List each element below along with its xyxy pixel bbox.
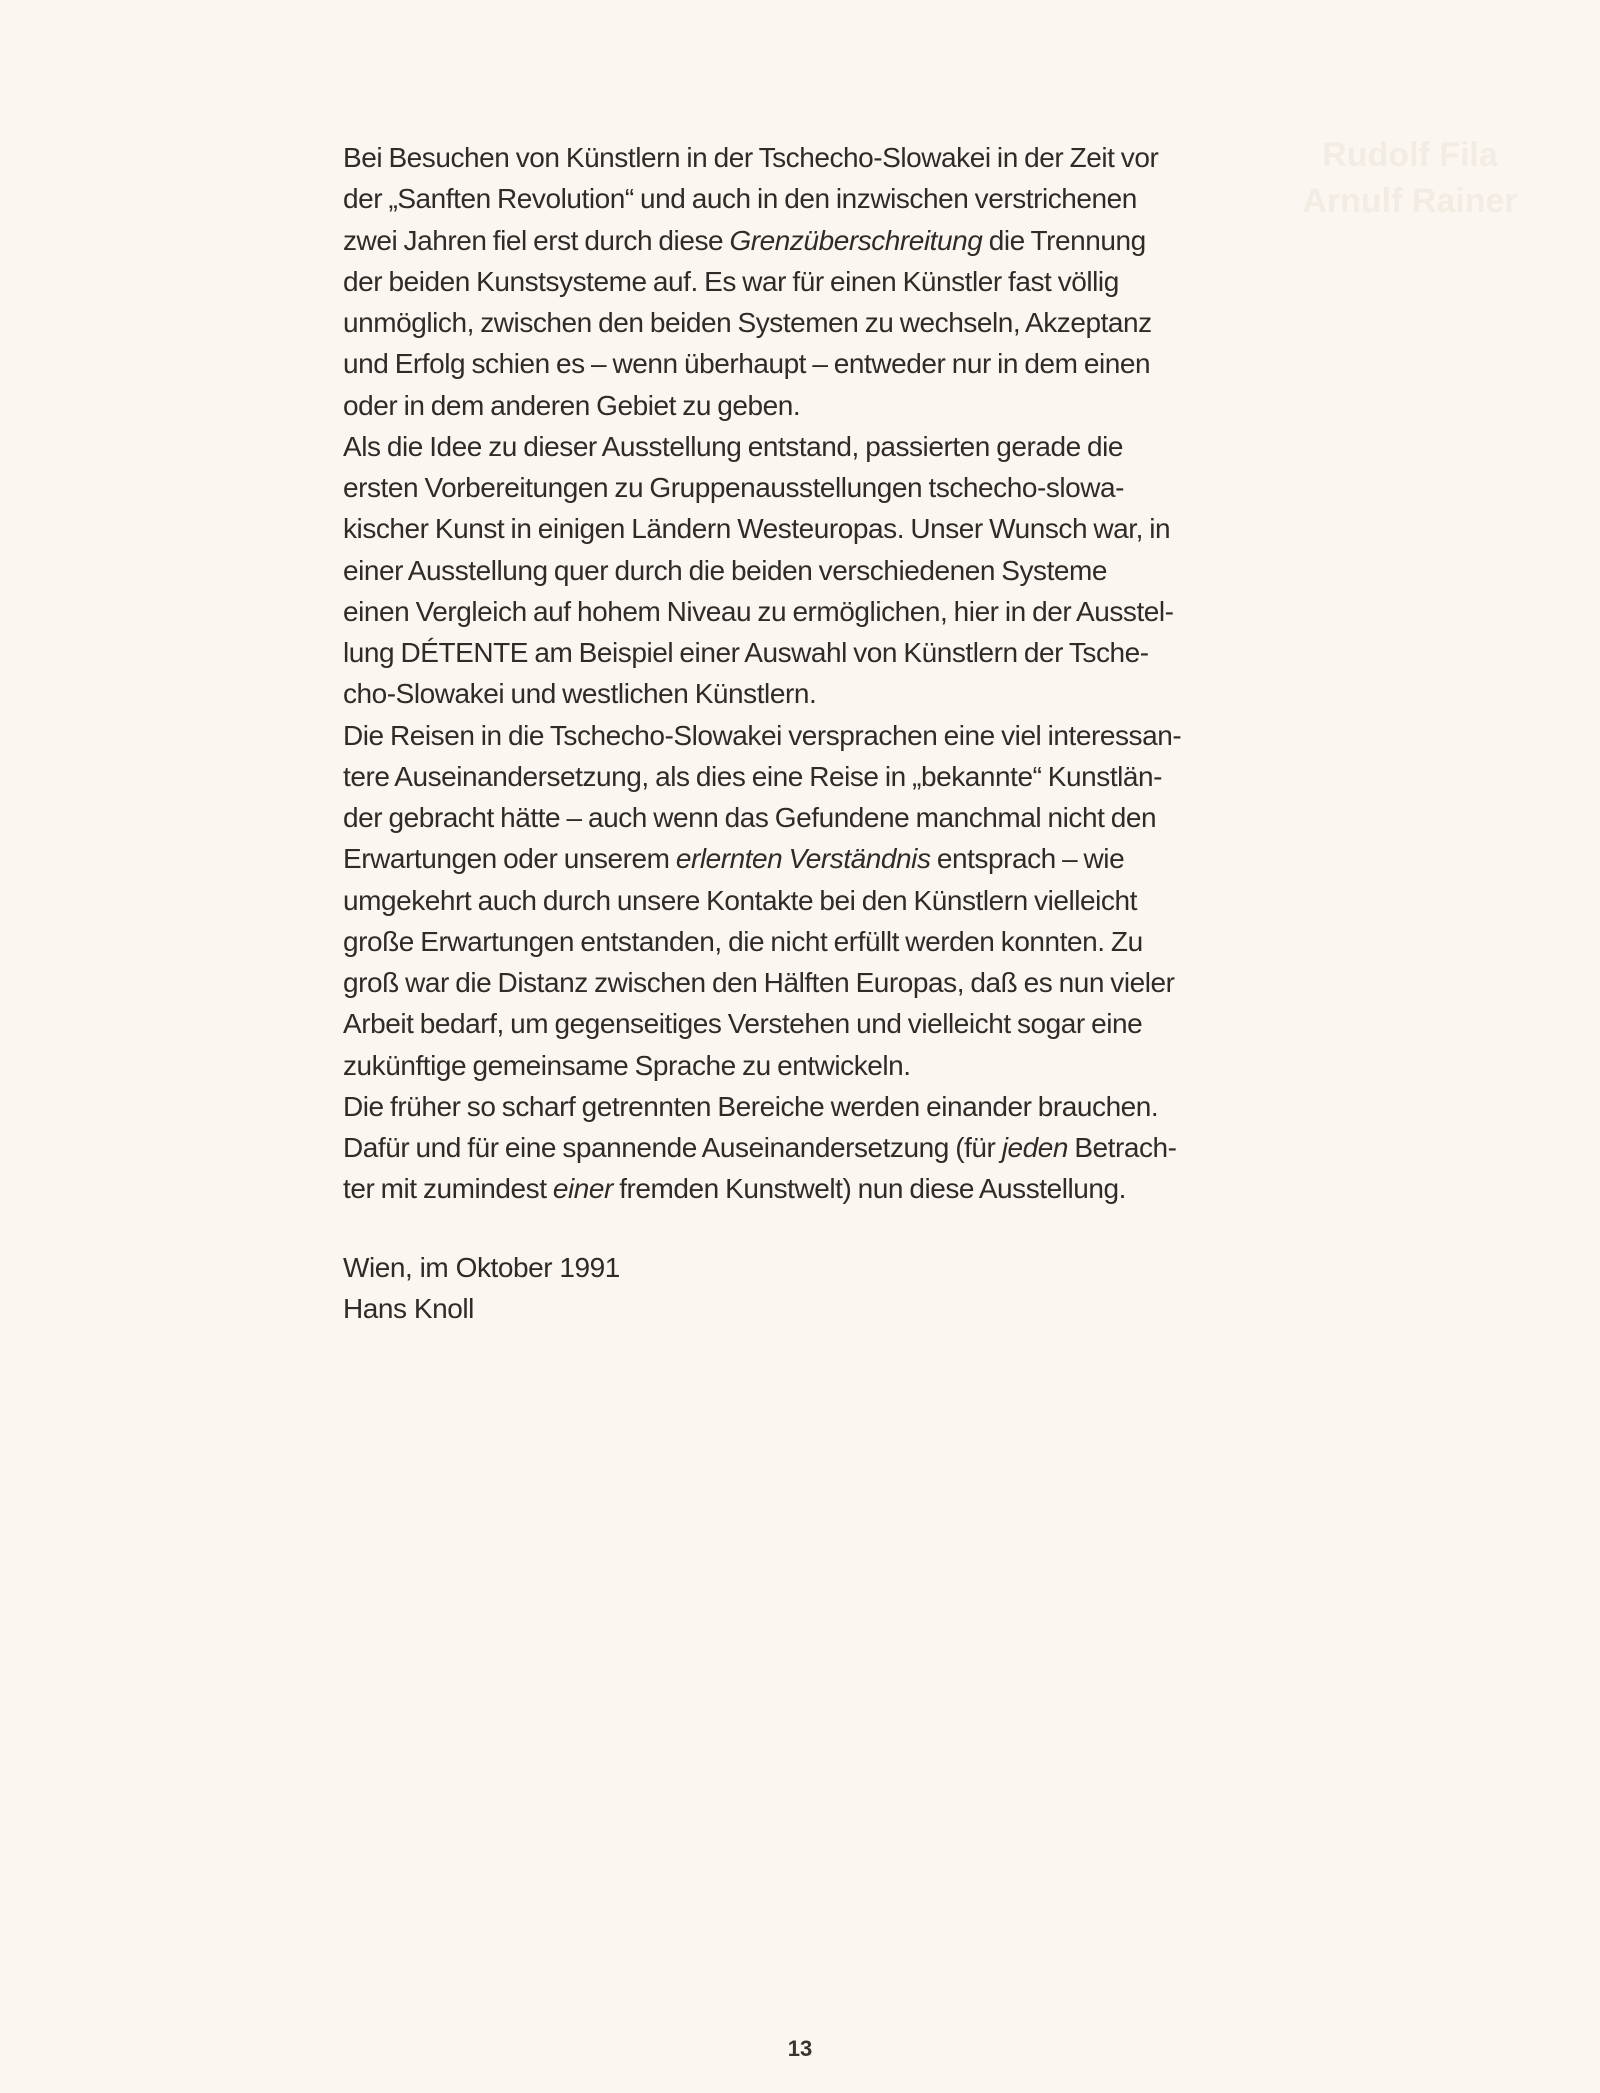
text-line <box>343 797 1343 838</box>
text-segment: ersten Vorbereitungen zu Gruppenausstellungen tschecho-slowa- <box>343 472 1125 503</box>
italic-text-segment: einer <box>552 1173 613 1205</box>
body-text <box>343 137 1343 1210</box>
italic-text-segment: Grenzüberschreitung <box>729 224 983 256</box>
italic-text-segment: jeden <box>1001 1132 1068 1163</box>
text-line <box>343 220 1343 261</box>
text-line <box>343 467 1343 508</box>
text-segment: fremden Kunstwelt) nun diese Ausstellung. <box>612 1173 1126 1205</box>
text-segment: der „Sanften Revolution“ und auch in den inzwischen verstrichenen <box>343 183 1137 215</box>
text-segment: tere Auseinandersetzung, als dies eine Reise in „bekannte“ Kunstlän- <box>343 760 1163 792</box>
place-date: Wien, im Oktober 1991 <box>343 1252 620 1283</box>
text-line <box>343 591 1343 632</box>
text-line <box>343 385 1343 426</box>
text-segment: einer Ausstellung quer durch die beiden verschiedenen Systeme <box>343 554 1108 586</box>
text-line <box>343 261 1343 302</box>
author-name: Hans Knoll <box>343 1293 474 1325</box>
text-segment: cho-Slowakei und westlichen Künstlern. <box>343 678 817 710</box>
text-line <box>343 178 1343 219</box>
text-line <box>343 508 1343 549</box>
text-segment: Erwartungen oder unserem <box>343 843 676 875</box>
text-line <box>343 756 1343 797</box>
text-segment: große Erwartungen entstanden, die nicht erfüllt werden konnten. Zu <box>343 925 1143 957</box>
text-segment: zukünftige gemeinsame Sprache zu entwickeln. <box>343 1049 911 1081</box>
text-line <box>343 1168 1343 1209</box>
text-segment: entsprach – wie <box>930 843 1125 875</box>
text-segment: der beiden Kunstsysteme auf. Es war für einen Künstler fast völlig <box>343 265 1119 297</box>
text-segment: umgekehrt auch durch unsere Kontakte bei den Künstlern vielleicht <box>343 884 1137 916</box>
ghost-name: Rudolf Fila <box>1322 136 1498 174</box>
text-segment: kischer Kunst in einigen Ländern Westeuropas. Unser Wunsch war, in <box>343 513 1171 545</box>
text-segment: Die früher so scharf getrennten Bereiche werden einander brauchen. <box>343 1090 1159 1122</box>
text-line <box>343 343 1343 384</box>
text-segment: der gebracht hätte – auch wenn das Gefundene manchmal nicht den <box>343 802 1157 833</box>
text-segment: oder in dem anderen Gebiet zu geben. <box>343 389 801 421</box>
text-line <box>343 1127 1343 1168</box>
text-segment: einen Vergleich auf hohem Niveau zu ermöglichen, hier in der Ausstel- <box>343 595 1174 627</box>
text-line <box>343 673 1343 714</box>
text-segment: groß war die Distanz zwischen den Hälften Europas, daß es nun vieler <box>343 967 1175 998</box>
text-line <box>343 550 1343 591</box>
text-line <box>343 1003 1343 1044</box>
page-number: 13 <box>787 2036 813 2061</box>
text-segment: ter mit zumindest <box>343 1173 553 1205</box>
text-segment: die Trennung <box>982 224 1146 256</box>
text-segment: zwei Jahren fiel erst durch diese <box>343 224 730 256</box>
text-segment: Arbeit bedarf, um gegenseitiges Verstehen und vielleicht sogar eine <box>343 1008 1143 1040</box>
text-line <box>343 137 1343 178</box>
text-line <box>343 1086 1343 1127</box>
text-line <box>343 715 1343 756</box>
text-line <box>343 302 1343 343</box>
text-line <box>343 632 1343 673</box>
italic-text-segment: erlernten Verständnis <box>675 843 931 875</box>
text-segment: Die Reisen in die Tschecho-Slowakei versprachen eine viel interessan- <box>343 719 1182 751</box>
text-segment: unmöglich, zwischen den beiden Systemen zu wechseln, Akzeptanz <box>343 307 1152 338</box>
ghost-name: Arnulf Rainer <box>1302 182 1518 220</box>
text-segment: Bei Besuchen von Künstlern in der Tschecho-Slowakei in der Zeit vor <box>343 142 1159 173</box>
text-segment: Betrach- <box>1068 1132 1177 1163</box>
text-line <box>343 426 1343 467</box>
text-segment: Dafür und für eine spannende Auseinandersetzung (für <box>343 1132 1002 1163</box>
text-line <box>343 962 1343 1003</box>
text-line <box>343 921 1343 962</box>
signature-block <box>343 1247 620 1330</box>
text-line <box>343 838 1343 879</box>
text-line <box>343 880 1343 921</box>
text-segment: lung DÉTENTE am Beispiel einer Auswahl von Künstlern der Tsche- <box>343 637 1149 668</box>
text-line <box>343 1045 1343 1086</box>
text-segment: Als die Idee zu dieser Ausstellung entstand, passierten gerade die <box>343 430 1124 462</box>
text-segment: und Erfolg schien es – wenn überhaupt – entweder nur in dem einen <box>343 348 1151 380</box>
